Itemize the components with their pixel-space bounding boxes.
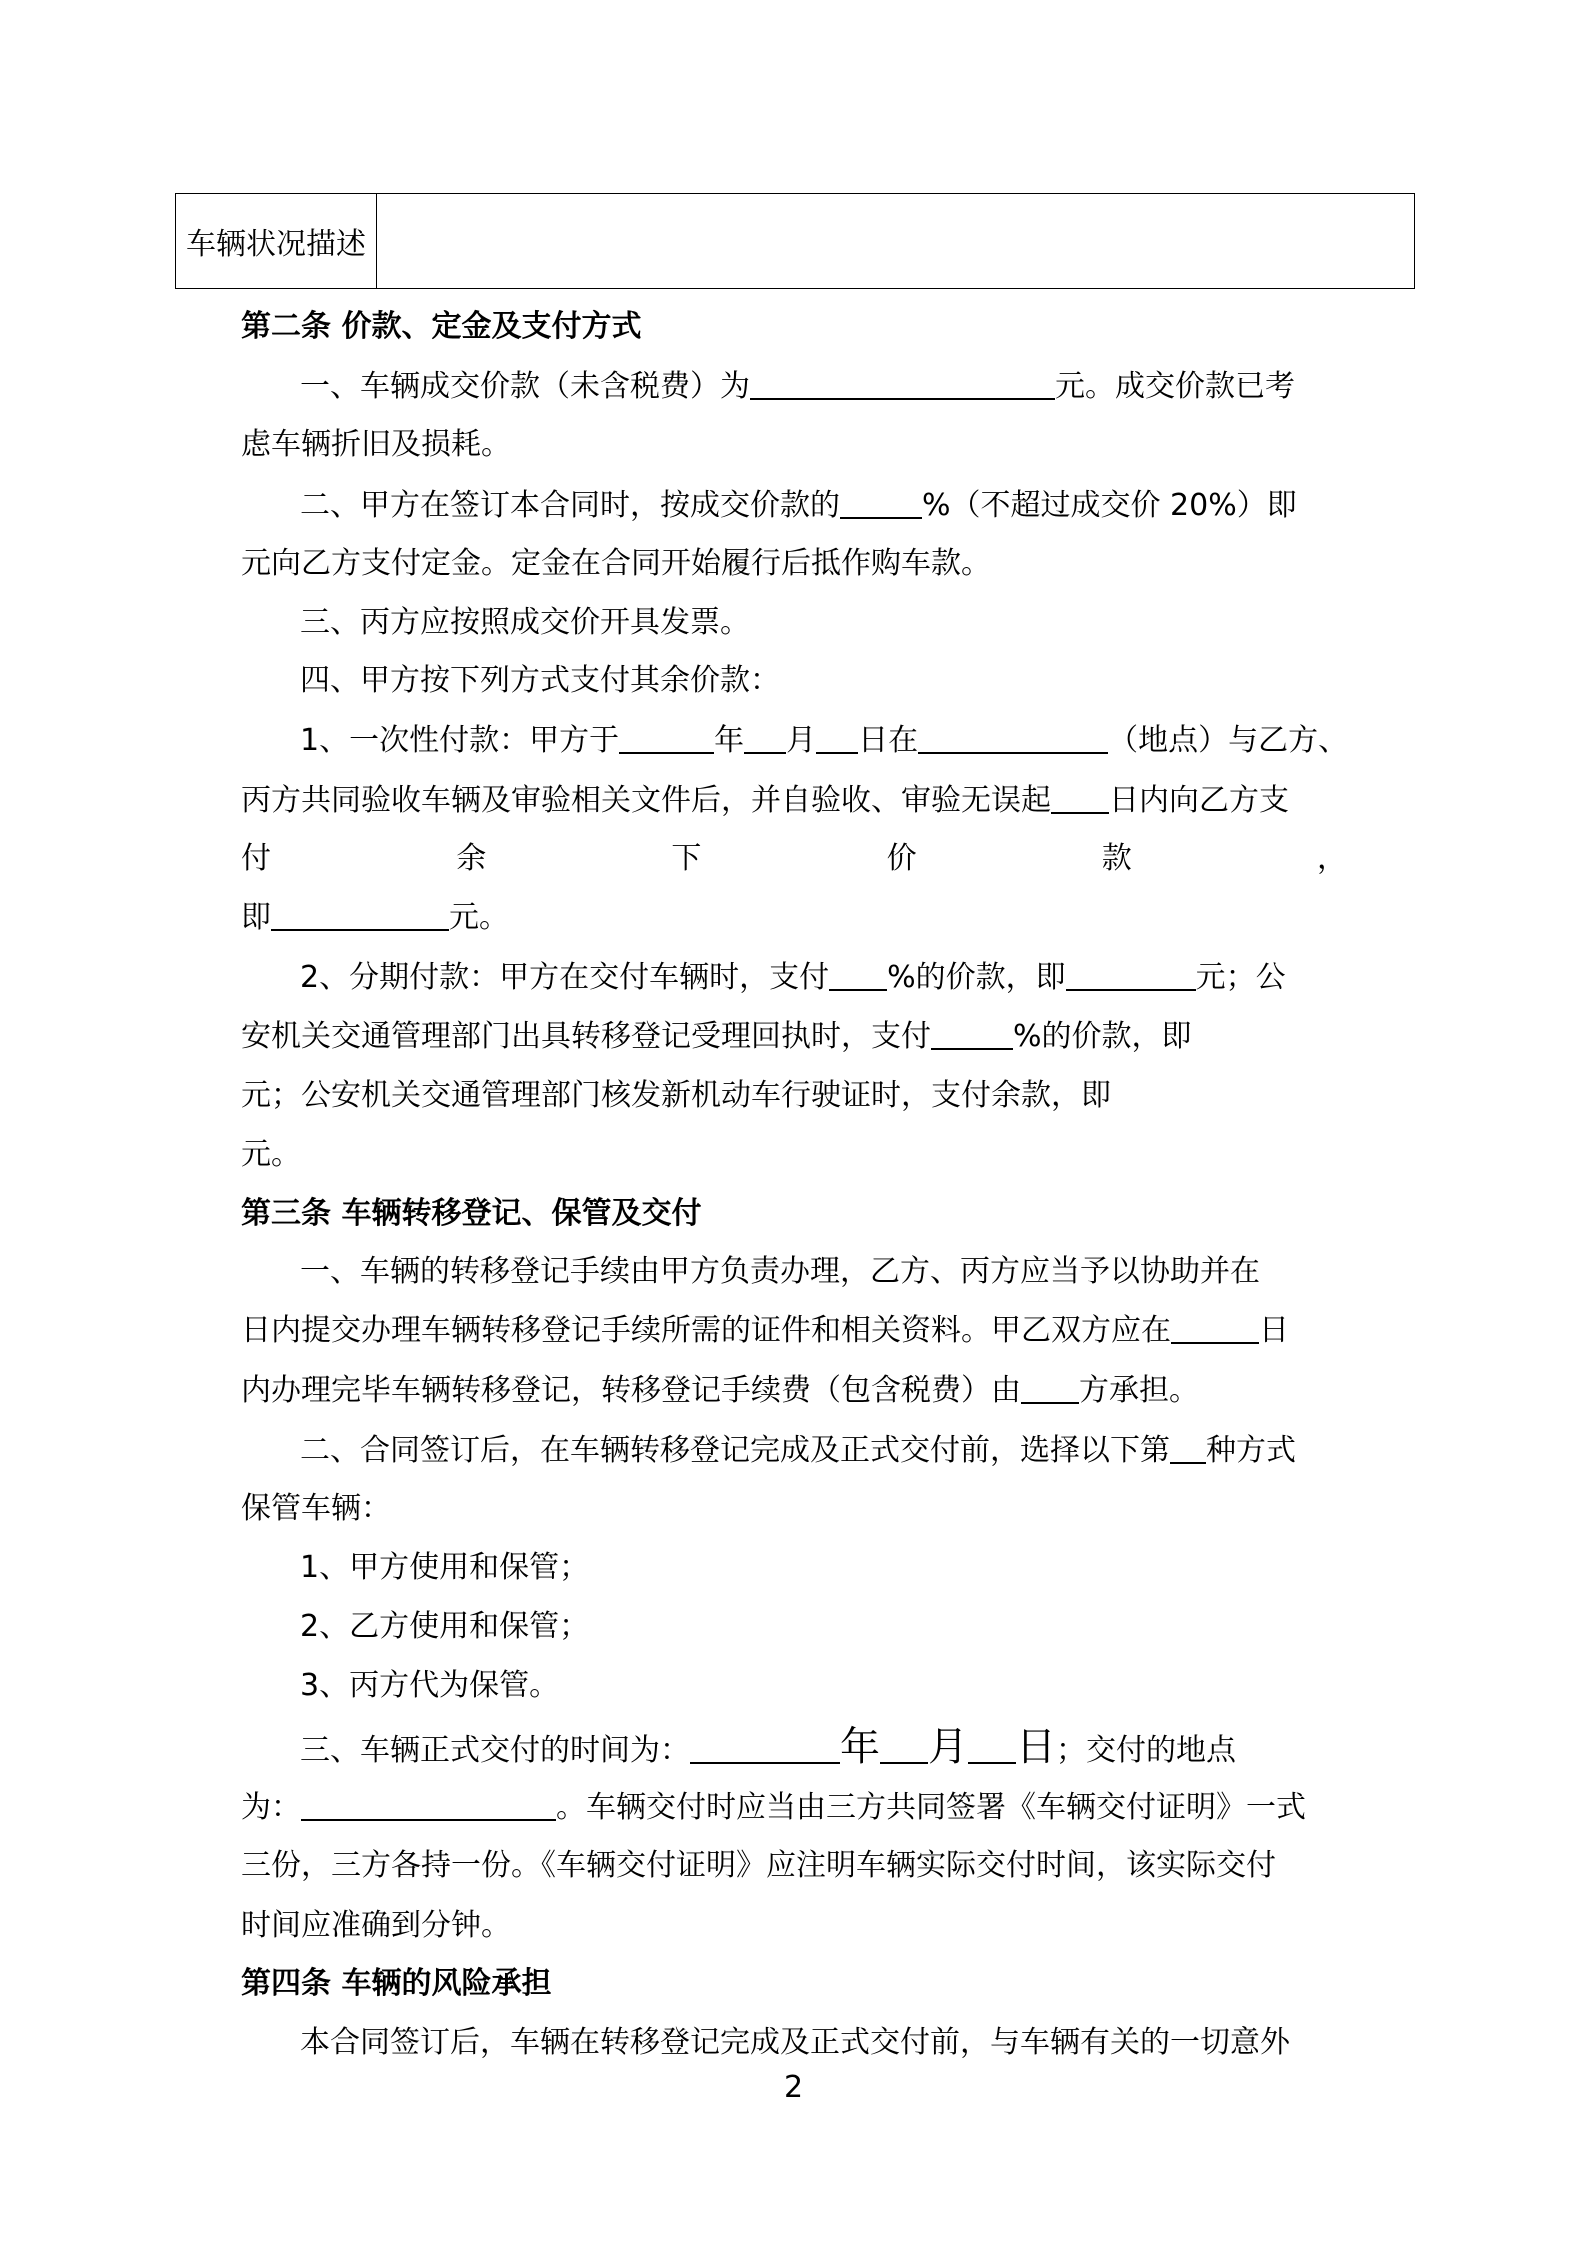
article3-p2-line1: [300, 1430, 1347, 1472]
text: 为：: [241, 1790, 301, 1825]
text: 日: [1259, 1313, 1289, 1348]
text: 。车辆交付时应当由三方共同签署《车辆交付证明》一式: [556, 1790, 1306, 1825]
delivery-location-blank: [301, 1789, 556, 1821]
article2-item1-line3: [241, 838, 1347, 880]
text: 一、车辆成交价款（未含税费）为: [300, 369, 750, 404]
text: 三、车辆正式交付的时间为：: [300, 1733, 690, 1768]
remaining-amount-blank: [271, 899, 449, 931]
article3-p1-line2: [241, 1310, 1347, 1352]
text: 日内提交办理车辆转移登记手续所需的证件和相关资料。甲乙双方应在: [241, 1313, 1171, 1348]
text: %（不超过成交价 20%）即: [922, 488, 1297, 523]
article3-option1: 1、甲方使用和保管；: [300, 1550, 590, 1585]
vehicle-condition-label: 车辆状况描述: [176, 194, 377, 288]
deposit-percent-blank: [840, 487, 922, 519]
vehicle-condition-value: [377, 194, 1414, 288]
article2-p2-line2: 元向乙方支付定金。定金在合同开始履行后抵作购车款。: [241, 546, 991, 581]
article3-p3-line3: 三份，三方各持一份。《车辆交付证明》应注明车辆实际交付时间，该实际交付: [241, 1848, 1276, 1883]
article4-p1: 本合同签订后，车辆在转移登记完成及正式交付前，与车辆有关的一切意外: [300, 2025, 1290, 2060]
text: 二、甲方在签订本合同时，按成交价款的: [300, 488, 840, 523]
text: 日: [1016, 1724, 1056, 1770]
text: 月: [928, 1724, 968, 1770]
percent-blank: [829, 959, 887, 991]
days-blank: [1171, 1312, 1259, 1344]
article2-p2-line1: [300, 485, 1347, 527]
article3-p2-line2: 保管车辆：: [241, 1491, 391, 1526]
amount-blank: [1066, 959, 1196, 991]
article2-p3: 三、丙方应按照成交价开具发票。: [300, 605, 750, 640]
text: 月: [786, 723, 817, 758]
month-blank: [744, 722, 786, 754]
text: 安机关交通管理部门出具转移登记受理回执时，支付: [241, 1019, 931, 1054]
text: 元。: [449, 900, 509, 935]
article2-p4: 四、甲方按下列方式支付其余价款：: [300, 663, 780, 698]
text: 种方式: [1206, 1433, 1296, 1468]
spread-char: 款: [1101, 841, 1132, 876]
spread-char: 余: [456, 841, 487, 876]
day-blank: [816, 722, 858, 754]
article3-p3-line1: [300, 1726, 1347, 1772]
location-blank: [918, 722, 1108, 754]
price-blank: [750, 368, 1055, 400]
article2-item2-line3: 元；公安机关交通管理部门核发新机动车行驶证时，支付余款，即: [241, 1078, 1111, 1113]
text: （地点）与乙方、: [1108, 723, 1349, 758]
article3-option2: 2、乙方使用和保管；: [300, 1609, 590, 1644]
text: %的价款，即: [887, 960, 1066, 995]
page-number: 2: [783, 2070, 804, 2105]
text: 日内向乙方支: [1109, 783, 1289, 818]
article3-p3-line2: [241, 1787, 1347, 1829]
text: 2、分期付款：甲方在交付车辆时，支付: [300, 960, 830, 995]
article4-heading: 第四条 车辆的风险承担: [241, 1966, 552, 2001]
article2-p1-line2: 虑车辆折旧及损耗。: [241, 427, 511, 462]
article2-item1-line4: [241, 897, 1347, 939]
article2-item2-line4: 元。: [241, 1137, 301, 1172]
spread-char: 付: [241, 841, 271, 876]
article3-p1-line3: [241, 1370, 1347, 1412]
text: 元；公: [1195, 960, 1286, 995]
text: 1、一次性付款：甲方于: [300, 723, 620, 758]
article2-p1-line1: [300, 366, 1347, 408]
text: 内办理完毕车辆转移登记，转移登记手续费（包含税费）由: [241, 1373, 1021, 1408]
option-blank: [1170, 1432, 1206, 1464]
text: 即: [241, 900, 271, 935]
text: %的价款，即: [1013, 1019, 1192, 1054]
text: 二、合同签订后，在车辆转移登记完成及正式交付前，选择以下第: [300, 1433, 1170, 1468]
article3-p1-line1: 一、车辆的转移登记手续由甲方负责办理，乙方、丙方应当予以协助并在: [300, 1254, 1260, 1289]
text: 丙方共同验收车辆及审验相关文件后，并自验收、审验无误起: [241, 783, 1051, 818]
text: 方承担。: [1079, 1373, 1199, 1408]
article3-heading: 第三条 车辆转移登记、保管及交付: [241, 1196, 702, 1231]
article2-item1-line2: [241, 780, 1347, 822]
percent-blank: [931, 1018, 1013, 1050]
article3-p3-line4: 时间应准确到分钟。: [241, 1908, 511, 1943]
days-blank: [1051, 782, 1109, 814]
delivery-month-blank: [880, 1732, 928, 1764]
text: 年: [714, 723, 745, 758]
article2-heading: 第二条 价款、定金及支付方式: [241, 309, 642, 344]
article2-item2-line2: [241, 1016, 1347, 1058]
text: ；交付的地点: [1056, 1733, 1236, 1768]
year-blank: [619, 722, 714, 754]
party-blank: [1021, 1372, 1079, 1404]
text: 日在: [858, 723, 919, 758]
article2-item2-line1: [300, 957, 1347, 999]
delivery-day-blank: [968, 1732, 1016, 1764]
delivery-year-blank: [690, 1732, 840, 1764]
article2-item1-line1: [300, 720, 1347, 762]
spread-char: ，: [1316, 841, 1347, 876]
spread-char: 下: [671, 841, 702, 876]
text: 元。成交价款已考: [1055, 369, 1295, 404]
text: 年: [840, 1724, 880, 1770]
article3-option3: 3、丙方代为保管。: [300, 1668, 560, 1703]
vehicle-condition-table: [175, 193, 1415, 289]
spread-char: 价: [886, 841, 917, 876]
